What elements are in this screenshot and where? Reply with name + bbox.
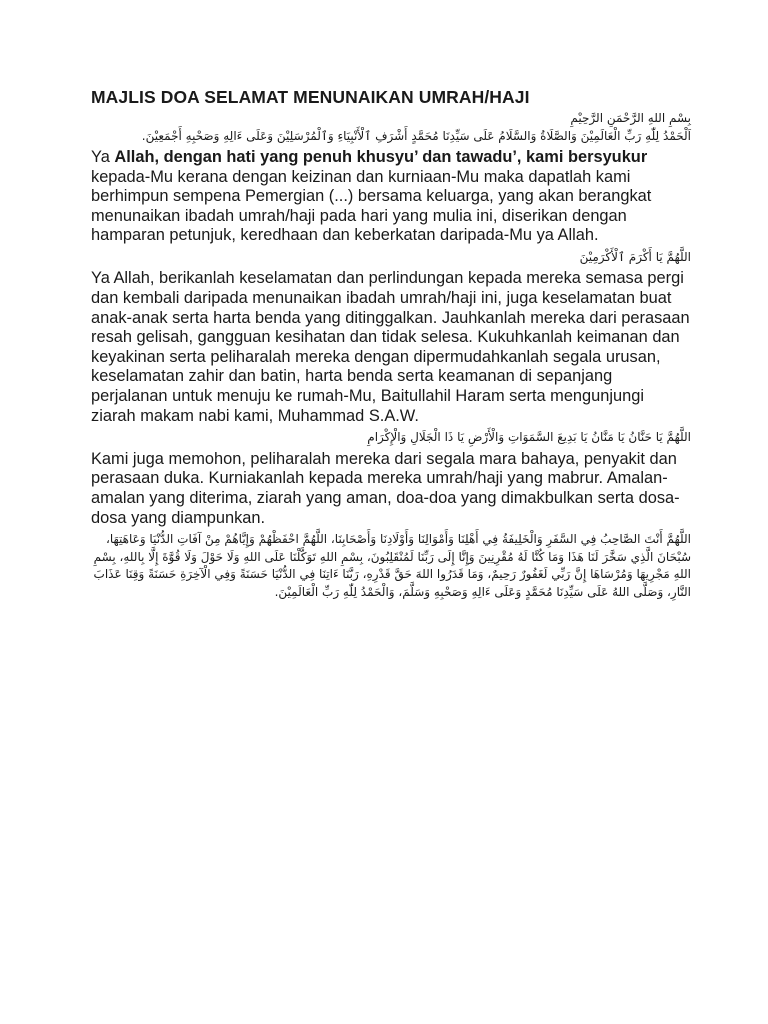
- document-page: [91, 86, 691, 601]
- paragraph-protection: Ya Allah, berikanlah keselamatan dan perlindungan kepada mereka semasa pergi dan kembali daripada menunaikan ibadah umrah/haji ini, juga keselamatan buat anak-anak serta harta benda yang ditinggalkan. Jauhkanlah mereka dari perasaan resah gelisah, gangguan kesihatan dan tidak selesa. Kukuhkanlah keimanan dan keyakinan serta peliharalah mereka dengan dipermudahkanlah segala urusan, keselamatan zahir dan batin, harta benda serta keamanan di sepanjang perjalanan untuk menuju ke rumah-Mu, Baitullahil Haram serta mengunjungi ziarah makam nabi kami, Muhammad S.A.W.: [91, 269, 690, 425]
- paragraph-gratitude: [91, 148, 691, 246]
- arabic-invocation-akram: اللَّهُمَّ يَا أَكْرَمَ ٱلْأَكْرَمِيْنَ: [579, 249, 691, 264]
- paragraph-gratitude-bold: Allah, dengan hati yang penuh khusyu’ dan tawadu’, kami bersyukur: [114, 148, 648, 166]
- arabic-invocation-hannan: اللَّهُمَّ يَا حَنَّانُ يَا مَنَّانُ يَا بَدِيعَ السَّمَوَاتِ وَالْأَرْضِ يَا ذَا الْجَلَالِ وَالْإِكْرَامِ: [367, 430, 691, 445]
- paragraph-request: Kami juga memohon, peliharalah mereka dari segala mara bahaya, penyakit dan perasaan duka. Kurniakanlah kepada mereka umrah/haji yang mabrur. Amalan-amalan yang diterima, ziarah yang aman, doa-doa yang dimakbulkan serta dosa-dosa yang diampunkan.: [91, 449, 680, 527]
- opening-dua-text: اَلْحَمْدُ لِلّٰهِ رَبِّ الْعَالَمِيْنَ وَالصَّلَاةُ وَالسَّلَامُ عَلَى سَيِّدِنَا مُحَمَّدٍ أَشْرَفِ ٱلْأَنْبِيَاءِ وَٱلْمُرْسَلِيْنَ وَعَلَى ءَالِهِ وَصَحْبِهِ أَجْمَعِيْنَ.: [141, 128, 691, 143]
- paragraph-gratitude-rest: kepada-Mu kerana dengan keizinan dan kurniaan-Mu maka dapatlah kami berhimpun sempena Pemergian (...) bersama keluarga, yang akan berangkat menunaikan ibadah umrah/haji pada hari yang mulia ini, diserikan dengan hamparan petunjuk, keredhaan dan keberkatan daripada-Mu ya Allah.: [91, 167, 652, 245]
- basmala-text: بِسْمِ اللهِ الرَّحْمَنِ الرَّحِيْمِ: [570, 111, 691, 125]
- paragraph-gratitude-lead: Ya: [91, 148, 115, 166]
- document-title: MAJLIS DOA SELAMAT MENUNAIKAN UMRAH/HAJI: [91, 87, 530, 107]
- closing-dua-text: اللَّهُمَّ أَنْتَ الصَّاحِبُ فِي السَّفَرِ وَالْخَلِيفَةُ فِي أَهْلِنَا وَأَمْوَالِنَا وَأَوْلَادِنَا وَأَصْحَابِنَا، اللَّهُمَّ احْفَظْهُمْ وَإِيَّاهُمْ مِنْ آفَاتِ الدُّنْيَا وَعَاهَتِهَا، سُبْحَانَ الَّذِي سَخَّرَ لَنَا هَذَا وَمَا كُنَّا لَهُ مُقْرِنِينَ وَإِنَّا إِلَى رَبِّنَا لَمُنْقَلِبُونَ، بِسْمِ اللهِ تَوَكَّلْنَا عَلَى اللهِ وَلَا حَوْلَ وَلَا قُوَّةَ إِلَّا بِاللهِ، بِسْمِ اللهِ مَجْرِيهَا وَمُرْسَاهَا إِنَّ رَبِّي لَغَفُورٌ رَحِيمٌ، وَمَا قَدَرُوا اللهَ حَقَّ قَدْرِهِ، رَبَّنَا ءَاتِنَا فِي الدُّنْيَا حَسَنَةً وَفِي الْآخِرَةِ حَسَنَةً وَقِنَا عَذَابَ النَّارِ، وَصَلَّى اللهُ عَلَى سَيِّدِنَا مُحَمَّدٍ وَعَلَى ءَالِهِ وَصَحْبِهِ وَسَلَّمَ، وَالْحَمْدُ لِلّٰهِ رَبِّ الْعَالَمِيْنَ.: [93, 532, 691, 599]
